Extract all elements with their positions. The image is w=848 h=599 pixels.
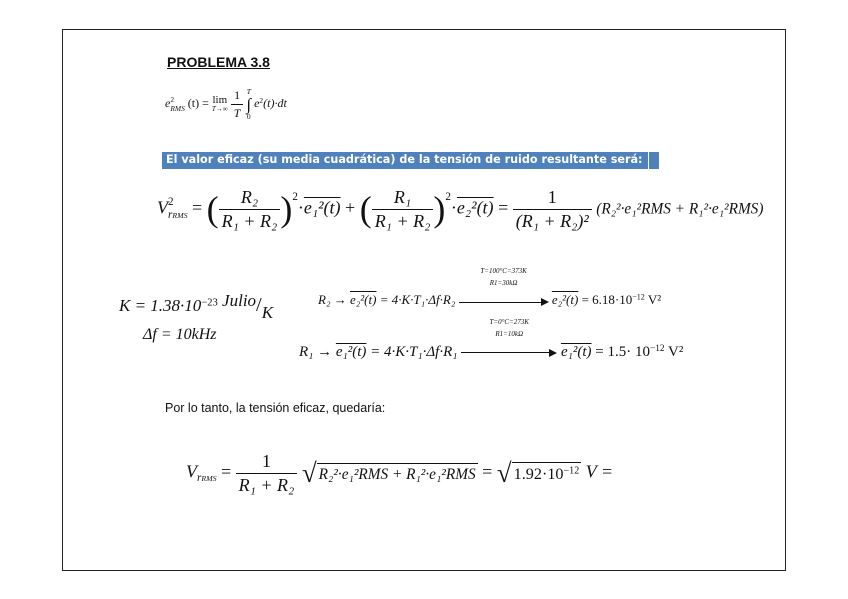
final-v: V xyxy=(186,461,197,482)
arrow-r2 xyxy=(459,267,549,309)
conclusion-text: Por lo tanto, la tensión eficaz, quedaría: xyxy=(165,401,386,415)
eq1-v: V xyxy=(157,197,168,218)
def-frac-num: 1 xyxy=(231,89,244,105)
def-int-sup: T xyxy=(246,87,251,96)
eq1-frac1-num: R₂ xyxy=(219,188,281,210)
r2-result: = 6.18·10 xyxy=(578,292,633,307)
def-lhs: e xyxy=(165,96,171,111)
eq1-frac2-den: R₁ + R₂ xyxy=(374,210,431,231)
final-v-sub: r xyxy=(197,472,202,485)
r1-e: e₁²(t) xyxy=(335,344,367,361)
equation-v-rms: $V_{rRMS}$ = $\frac{1}{\text{R₁ + R₂}}$ √ R₂²·e₁²RMS + R₁²·e₁²RMS = √ $1.92\cdot 10^{-12}$ V = xyxy=(186,451,614,495)
paren-close: ) xyxy=(280,189,293,230)
constant-k: $K = 1.38\cdot 10^{-23}$ Julio/K xyxy=(119,291,274,322)
paren-open-2: ( xyxy=(359,189,372,230)
rms-definition xyxy=(165,88,287,121)
k-unit-den: K xyxy=(261,302,274,322)
eq1-frac2-num: R₁ xyxy=(372,188,434,210)
problem-title: PROBLEMA 3.8 xyxy=(167,54,270,70)
eq1-exp1: 2 xyxy=(292,191,298,204)
r1-result-exp: −12 xyxy=(649,344,665,354)
r2-unit: V² xyxy=(644,292,662,307)
def-lim: lim xyxy=(212,93,228,106)
r1-result-e: e₁²(t) xyxy=(560,344,592,361)
eq1-e2: e₂²(t) xyxy=(456,197,494,218)
r2-cond-temp: T=100°C=373K xyxy=(480,267,527,276)
def-lhs-sup: 2 xyxy=(170,95,175,105)
paren-close-2: ) xyxy=(433,189,446,230)
r1-mid: = 4·K·T₁·Δf·R₁ xyxy=(366,344,462,361)
r1-left: R₁ → xyxy=(299,344,336,361)
banner-text: El valor eficaz (su media cuadrática) de la tensión de ruido resultante será: xyxy=(166,153,643,166)
def-integrand-sup: 2 xyxy=(259,96,264,106)
r1-cond-temp: T=0°C=273K xyxy=(489,318,529,327)
final-v-subsub: RMS xyxy=(201,474,217,484)
section-banner xyxy=(162,152,659,169)
def-arg: (t) = xyxy=(187,96,212,111)
k-unit-num: Julio xyxy=(222,291,257,310)
r2-result-exp: −12 xyxy=(632,292,645,302)
def-integrand: e xyxy=(254,96,260,111)
eq1-v-sub: r xyxy=(168,209,173,222)
eq1-exp2: 2 xyxy=(445,191,451,204)
sqrt-symbol-1: √ xyxy=(301,457,317,488)
r2-left: R₂ → xyxy=(318,292,350,307)
sqrt-1 xyxy=(302,458,478,489)
final-radicand-1: R₂²·e₁²RMS + R₁²·e₁²RMS xyxy=(317,463,478,484)
paren-open: ( xyxy=(206,189,219,230)
sqrt-2 xyxy=(497,458,581,489)
r1-cond-resistance: R1=10kΩ xyxy=(495,330,524,339)
eq1-frac1-den: R₁ + R₂ xyxy=(221,210,278,231)
banner-separator xyxy=(648,152,649,169)
eq1-frac3-num: 1 xyxy=(513,188,592,210)
integral-sign: ∫ xyxy=(246,94,252,114)
def-frac-den: T xyxy=(233,105,241,120)
def-int-sub: 0 xyxy=(246,112,251,122)
eq1-tail: (R₂²·e₁²RMS + R₁²·e₁²RMS) xyxy=(596,200,764,218)
r2-cond-resistance: R1=30kΩ xyxy=(489,279,518,288)
eq1-e1: e₁²(t) xyxy=(303,197,341,218)
final-radicand-2: 1.92·10 xyxy=(513,465,564,484)
eq1-v-sup: 2 xyxy=(168,196,174,209)
arrow-r1 xyxy=(461,318,557,361)
def-lhs-sub: RMS xyxy=(170,103,185,113)
k-exp: −23 xyxy=(201,297,218,309)
def-lim-sub: T→∞ xyxy=(211,105,228,114)
final-eq-sign: = xyxy=(477,461,497,482)
final-frac-num: 1 xyxy=(236,452,298,474)
eq1-frac3-den: (R₁ + R₂)² xyxy=(515,210,589,231)
r1-result: = 1.5· 10 xyxy=(591,344,650,361)
equation-r2-noise xyxy=(318,267,662,309)
sqrt-symbol-2: √ xyxy=(496,457,512,488)
def-integrand-tail: (t)·dt xyxy=(263,96,287,111)
delta-f: Δf = 10kHz xyxy=(143,326,217,343)
equation-v-squared: V 2 rRMS = ( $\frac{\text{R₂}}{\text{R₁ + R₂}}$ )$^2$·e₁²(t) + ( $\frac{\text{R₁}}{\text{R₁ + R₂}}$ )$^2$·e₂²(t) = $\frac{1}{\text{(R₁ + R₂)²}}$ (R₂²·e₁²RMS + R₁²·e₁²RMS) xyxy=(157,187,764,231)
final-radicand-2-exp: −12 xyxy=(563,465,580,477)
eq1-v-subsub: RMS xyxy=(172,211,188,221)
r2-e: e₂²(t) xyxy=(349,292,377,307)
r2-result-e: e₂²(t) xyxy=(551,292,579,307)
r1-unit: V² xyxy=(664,344,684,361)
final-tail: V = xyxy=(581,461,614,482)
r2-mid: = 4·K·T₁·Δf·R₂ xyxy=(376,292,459,307)
equation-r1-noise xyxy=(299,318,684,361)
k-value: K = 1.38·10 xyxy=(119,296,202,316)
final-frac-den: R₁ + R₂ xyxy=(238,474,295,495)
